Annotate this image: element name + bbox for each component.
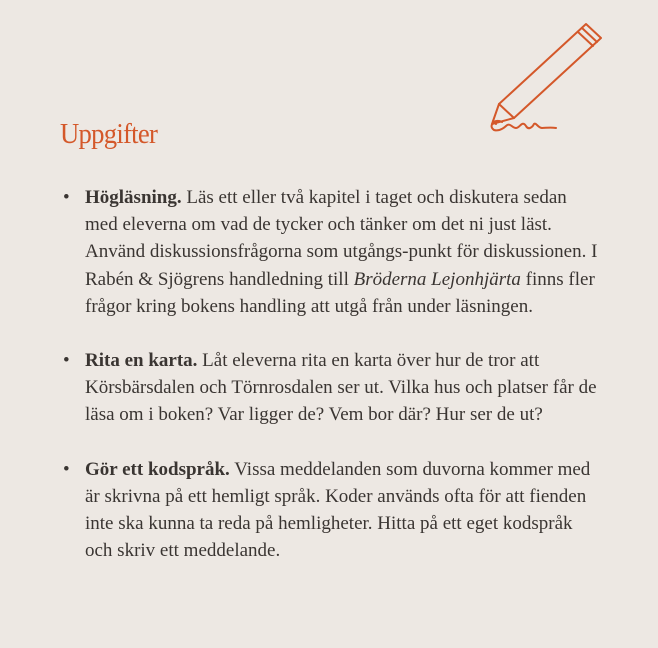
task-text: Läs ett eller två kapitel i taget och diskutera sedan med eleverna om vad de tycker och tänker om det ni just läst. Använd diskussionsfrågorna som utgångs-punkt för diskussionen. I Rabén & Sjögrens handledning till [85, 187, 598, 290]
task-text: Låt eleverna rita en karta över hur de tror att Körsbärsdalen och Törnrosdalen ser ut. Vilka hus och platser får de läsa om i boken? Var ligger de? Vem bor där? Hur ser de ut? [85, 350, 597, 426]
task-title: Gör ett kodspråk. [85, 458, 230, 480]
bullet-icon: • [63, 350, 70, 372]
task-text: Vissa meddelanden som duvorna kommer med är skrivna på ett hemligt språk. Koder används ofta för att fienden inte ska kunna ta reda på hemligheter. Hitta på ett eget kodspråk och skriv ett meddelande. [85, 458, 591, 562]
task-title: Rita en karta. [85, 350, 198, 372]
list-item [63, 184, 603, 320]
task-title: Högläsning. [85, 187, 182, 208]
bullet-icon: • [63, 458, 70, 480]
task-list [63, 184, 603, 591]
bullet-icon: • [63, 187, 70, 208]
pencil-icon [484, 18, 608, 140]
page-title: Uppgifter [60, 118, 158, 150]
list-item [63, 456, 603, 565]
book-title: Bröderna Lejonhjärta [353, 268, 521, 290]
task-text: finns fler frågor kring bokens handling att utgå från under läsningen. [85, 268, 595, 317]
list-item [63, 347, 603, 429]
